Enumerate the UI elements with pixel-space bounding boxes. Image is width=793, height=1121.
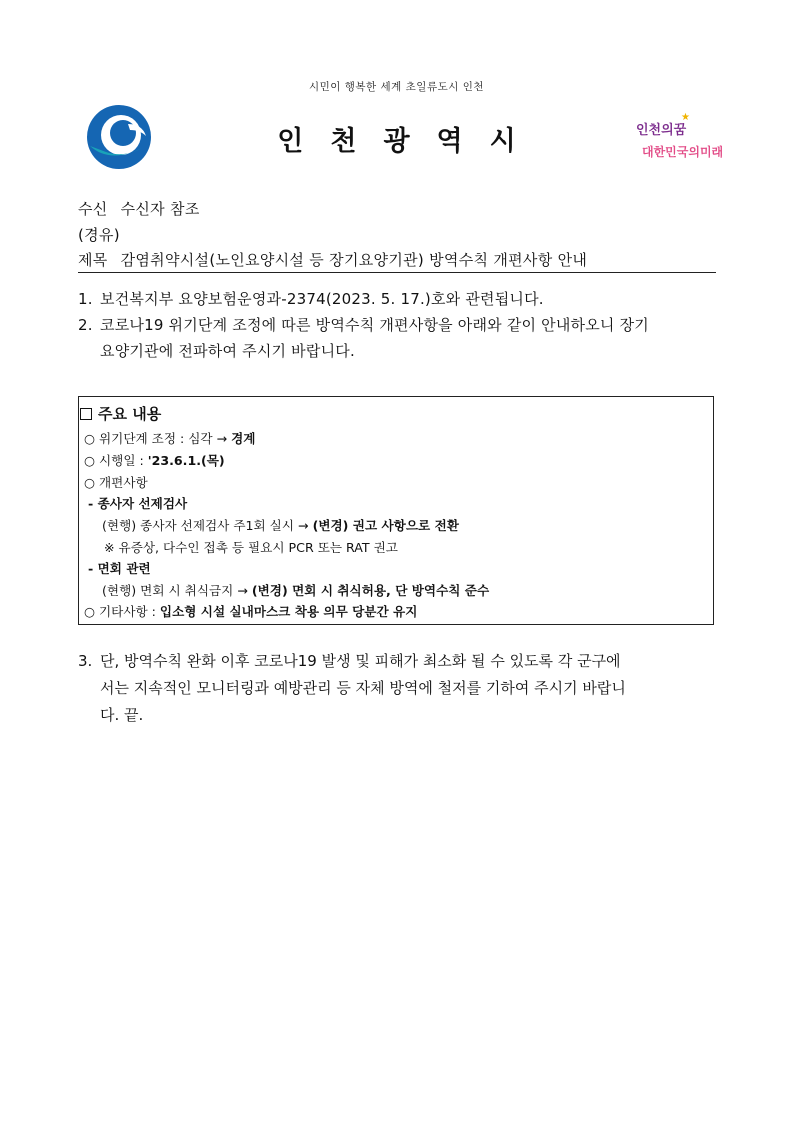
organization-title: 인천광역시 [277,126,543,157]
paragraph-3-line-1: 단, 방역수칙 완화 이후 코로나19 발생 및 피해가 최소화 될 수 있도록 각 군구에 [100,652,621,670]
item-crisis-level-text: ○ 위기단계 조정 : 심각 → [84,431,232,446]
item-staff-testing-current: (현행) 종사자 선제검사 주1회 실시 → [102,518,313,533]
item-staff-testing-changed: (변경) 권고 사항으로 전환 [312,518,459,533]
paragraph-2 [78,312,718,364]
checkbox-square-icon [80,408,92,420]
item-staff-testing-detail [102,515,459,534]
logo-text-bottom: 대한민국의미래 [642,145,724,159]
recipient-label: 수신 [78,200,108,218]
via-line: (경유) [78,226,120,244]
paragraph-1-number: 1. [78,290,93,308]
item-other-label: ○ 기타사항 : [84,604,160,619]
item-effective-date [84,450,225,469]
recipient-value: 수신자 참조 [120,200,200,218]
recipient-line [78,198,200,219]
subject-line [78,249,587,270]
item-effective-date-label: ○ 시행일 : [84,453,148,468]
paragraph-3-line-2: 서는 지속적인 모니터링과 예방관리 등 자체 방역에 철저를 기하여 주시기 바랍니 [100,679,626,697]
item-visitation-detail [102,580,489,599]
item-crisis-level-new: 경계 [231,431,256,446]
item-visitation-changed: (변경) 면회 시 취식허용, 단 방역수칙 준수 [251,583,490,598]
item-staff-testing: - 종사자 선제검사 [88,496,188,511]
paragraph-3 [78,648,718,729]
incheon-dream-logo [634,110,724,162]
subject-value: 감염취약시설(노인요양시설 등 장기요양기관) 방역수칙 개편사항 안내 [120,251,588,269]
logo-text-top: 인천의꿈 [636,123,687,138]
logo-star: ★ [681,112,690,123]
item-visitation: - 면회 관련 [88,561,151,576]
item-effective-date-value: '23.6.1.(목) [147,453,225,468]
item-other [84,601,417,620]
paragraph-2-line-1: 코로나19 위기단계 조정에 따른 방역수칙 개편사항을 아래와 같이 안내하오니 장기 [100,316,649,334]
paragraph-3-number: 3. [78,652,93,670]
slogan: 시민이 행복한 세계 초일류도시 인천 [309,81,484,93]
summary-title-text: 주요 내용 [98,405,162,423]
paragraph-2-number: 2. [78,316,93,334]
paragraph-1 [78,286,718,312]
paragraph-3-line-3: 다. 끝. [100,706,144,724]
item-changes: ○ 개편사항 [84,475,148,490]
item-other-value: 입소형 시설 실내마스크 착용 의무 당분간 유지 [159,604,418,619]
item-crisis-level [84,428,255,447]
item-staff-testing-note: ※ 유증상, 다수인 접촉 등 필요시 PCR 또는 RAT 권고 [104,540,398,555]
paragraph-1-text: 보건복지부 요양보험운영과-2374(2023. 5. 17.)호와 관련됩니다. [100,290,544,308]
item-visitation-current: (현행) 면회 시 취식금지 → [102,583,252,598]
summary-box-title [80,403,161,424]
paragraph-2-line-2: 요양기관에 전파하여 주시기 바랍니다. [100,342,355,360]
header-divider [78,272,716,273]
subject-label: 제목 [78,251,108,269]
